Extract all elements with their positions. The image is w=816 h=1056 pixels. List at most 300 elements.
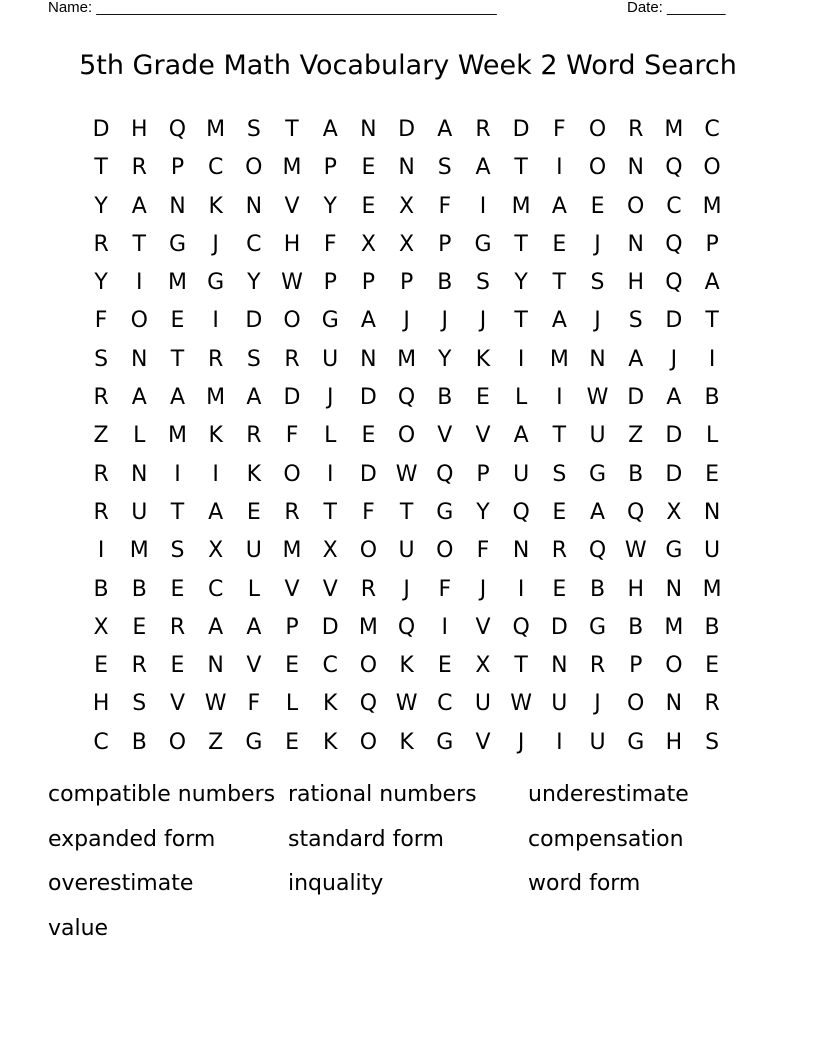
grid-letter: A: [246, 385, 262, 411]
grid-letter: E: [94, 653, 109, 679]
grid-letter: D: [665, 461, 683, 487]
grid-letter: U: [131, 499, 148, 525]
grid-letter: I: [556, 729, 563, 755]
name-field-label: Name: ________________________________________________: [48, 0, 497, 16]
grid-letter: N: [131, 461, 148, 487]
grid-letter: E: [361, 423, 376, 449]
grid-letter: F: [285, 423, 299, 449]
grid-letter: A: [551, 308, 567, 334]
grid-letter: R: [284, 346, 300, 372]
grid-letter: E: [285, 729, 299, 755]
grid-letter: M: [664, 117, 684, 142]
grid-letter: O: [588, 117, 607, 142]
grid-letter: O: [168, 729, 187, 755]
grid-letter: O: [283, 308, 301, 334]
grid-letter: A: [513, 423, 529, 449]
grid-letter: C: [704, 117, 720, 142]
grid-letter: R: [284, 499, 300, 525]
grid-letter: M: [167, 270, 187, 296]
grid-letter: F: [553, 117, 566, 142]
grid-letter: S: [246, 117, 261, 142]
grid-letter: B: [93, 576, 109, 602]
grid-letter: V: [475, 423, 491, 449]
grid-letter: D: [627, 385, 645, 411]
grid-letter: U: [589, 423, 606, 449]
grid-letter: V: [475, 614, 491, 640]
grid-letter: C: [93, 729, 109, 755]
grid-letter: Q: [627, 499, 645, 525]
grid-letter: G: [436, 499, 454, 525]
grid-letter: G: [321, 308, 339, 334]
grid-letter: O: [627, 193, 645, 219]
grid-letter: B: [704, 614, 720, 640]
grid-letter: E: [590, 193, 605, 219]
grid-letter: Z: [93, 423, 109, 449]
grid-letter: I: [517, 576, 525, 602]
grid-letter: A: [246, 614, 262, 640]
grid-letter: X: [360, 231, 376, 257]
grid-letter: J: [479, 576, 487, 602]
grid-letter: R: [589, 653, 606, 679]
grid-letter: M: [167, 423, 187, 449]
word-list-item: word form: [528, 871, 641, 897]
grid-letter: Q: [397, 614, 416, 640]
grid-letter: V: [284, 193, 300, 219]
grid-letter: H: [627, 270, 644, 296]
grid-letter: E: [285, 653, 299, 679]
grid-letter: L: [133, 423, 146, 449]
grid-letter: O: [588, 155, 607, 181]
grid-letter: A: [208, 614, 224, 640]
grid-letter: F: [323, 231, 337, 257]
grid-letter: N: [665, 691, 683, 717]
grid-letter: R: [93, 461, 109, 487]
grid-letter: N: [512, 538, 530, 564]
grid-letter: O: [665, 653, 683, 679]
grid-letter: H: [665, 729, 683, 755]
grid-letter: O: [283, 461, 301, 487]
grid-letter: J: [441, 308, 449, 334]
grid-letter: A: [590, 499, 606, 525]
grid-letter: P: [399, 270, 414, 296]
grid-letter: T: [514, 653, 528, 679]
grid-letter: L: [324, 423, 337, 449]
grid-letter: B: [437, 385, 453, 411]
grid-letter: Q: [512, 614, 530, 640]
grid-letter: Q: [512, 499, 530, 525]
grid-letter: O: [359, 653, 378, 679]
grid-letter: Q: [168, 117, 187, 142]
grid-letter: D: [398, 117, 416, 142]
grid-letter: J: [594, 691, 601, 717]
grid-letter: S: [628, 308, 643, 334]
grid-letter: M: [206, 385, 226, 411]
grid-letter: R: [93, 499, 109, 525]
grid-letter: K: [323, 691, 338, 717]
grid-letter: I: [212, 308, 219, 334]
grid-letter: S: [246, 346, 261, 372]
grid-letter: N: [627, 231, 644, 257]
grid-letter: K: [399, 653, 414, 679]
grid-letter: Y: [514, 270, 528, 296]
grid-letter: E: [170, 653, 185, 679]
grid-letter: V: [169, 691, 185, 717]
word-list-item: inquality: [288, 871, 384, 897]
grid-letter: X: [399, 231, 415, 257]
grid-letter: I: [441, 614, 449, 640]
grid-letter: H: [92, 691, 110, 717]
grid-letter: W: [204, 691, 227, 717]
grid-letter: N: [131, 346, 148, 372]
grid-letter: I: [174, 461, 181, 487]
grid-letter: I: [708, 346, 716, 372]
grid-letter: I: [556, 155, 563, 181]
grid-letter: C: [207, 155, 224, 181]
grid-letter: Q: [665, 155, 683, 181]
grid-letter: J: [670, 346, 678, 372]
grid-letter: U: [513, 461, 530, 487]
grid-letter: A: [628, 346, 644, 372]
grid-letter: B: [628, 614, 644, 640]
grid-letter: U: [704, 538, 721, 564]
grid-letter: F: [247, 691, 261, 717]
grid-letter: E: [132, 614, 147, 640]
grid-letter: X: [475, 653, 491, 679]
grid-letter: B: [131, 729, 147, 755]
grid-letter: T: [514, 231, 528, 257]
grid-letter: L: [515, 385, 528, 411]
grid-letter: G: [207, 270, 225, 296]
grid-letter: C: [322, 653, 338, 679]
page-title: 5th Grade Math Vocabulary Week 2 Word Search: [79, 50, 737, 81]
grid-letter: P: [438, 231, 452, 257]
grid-letter: G: [436, 729, 454, 755]
grid-letter: D: [359, 385, 377, 411]
grid-letter: I: [517, 346, 525, 372]
grid-letter: C: [207, 576, 224, 602]
grid-letter: U: [551, 691, 568, 717]
grid-letter: J: [594, 308, 601, 334]
grid-letter: P: [629, 653, 643, 679]
grid-letter: B: [131, 576, 147, 602]
grid-letter: V: [437, 423, 453, 449]
grid-letter: E: [705, 653, 720, 679]
grid-letter: A: [666, 385, 682, 411]
grid-letter: W: [510, 691, 533, 717]
grid-letter: U: [398, 538, 415, 564]
grid-letter: W: [624, 538, 647, 564]
grid-letter: B: [628, 461, 644, 487]
grid-letter: I: [326, 461, 334, 487]
grid-letter: O: [436, 538, 454, 564]
grid-letter: P: [476, 461, 490, 487]
grid-letter: G: [474, 231, 492, 257]
grid-letter: M: [358, 614, 378, 640]
grid-letter: P: [361, 270, 376, 296]
grid-letter: E: [552, 499, 567, 525]
grid-letter: F: [438, 576, 452, 602]
grid-letter: N: [245, 193, 263, 219]
grid-letter: O: [397, 423, 416, 449]
word-list-item: rational numbers: [288, 782, 477, 807]
grid-letter: T: [552, 270, 567, 296]
grid-letter: M: [282, 538, 302, 564]
grid-letter: N: [665, 576, 683, 602]
grid-letter: N: [398, 155, 415, 181]
grid-letter: F: [438, 193, 452, 219]
grid-letter: E: [476, 385, 490, 411]
grid-letter: M: [511, 193, 531, 219]
grid-letter: P: [323, 155, 337, 181]
grid-letter: J: [326, 385, 334, 411]
grid-letter: J: [212, 231, 219, 257]
grid-letter: Z: [208, 729, 224, 755]
grid-letter: E: [705, 461, 720, 487]
grid-letter: H: [627, 576, 644, 602]
grid-letter: P: [285, 614, 299, 640]
grid-letter: U: [322, 346, 339, 372]
grid-letter: D: [512, 117, 530, 142]
grid-letter: C: [437, 691, 453, 717]
grid-letter: U: [474, 691, 492, 717]
grid-letter: I: [97, 538, 105, 564]
grid-letter: L: [247, 576, 260, 602]
grid-letter: M: [702, 193, 722, 219]
grid-letter: E: [170, 308, 185, 334]
grid-letter: Q: [588, 538, 607, 564]
grid-letter: Q: [397, 385, 416, 411]
grid-letter: N: [360, 117, 377, 142]
grid-letter: S: [552, 461, 567, 487]
grid-letter: E: [552, 576, 567, 602]
grid-letter: S: [590, 270, 605, 296]
grid-letter: A: [551, 193, 567, 219]
word-list-item: compatible numbers: [48, 782, 276, 807]
grid-letter: K: [399, 729, 414, 755]
grid-letter: R: [360, 576, 377, 602]
grid-letter: X: [666, 499, 682, 525]
grid-letter: V: [322, 576, 338, 602]
grid-letter: I: [136, 270, 143, 296]
grid-letter: L: [705, 423, 719, 449]
grid-letter: M: [129, 538, 149, 564]
grid-letter: G: [627, 729, 645, 755]
grid-letter: P: [170, 155, 185, 181]
grid-letter: K: [208, 423, 223, 449]
grid-letter: A: [208, 499, 224, 525]
grid-letter: N: [207, 653, 224, 679]
grid-letter: R: [704, 691, 720, 717]
grid-letter: A: [475, 155, 491, 181]
grid-letter: D: [359, 461, 377, 487]
grid-letter: M: [282, 155, 302, 181]
grid-letter: J: [594, 231, 601, 257]
grid-letter: F: [94, 308, 108, 334]
grid-letter: Q: [665, 231, 683, 257]
grid-letter: J: [403, 308, 410, 334]
grid-letter: V: [475, 729, 491, 755]
grid-letter: K: [208, 193, 223, 219]
grid-letter: B: [704, 385, 720, 411]
grid-letter: S: [170, 538, 185, 564]
grid-letter: E: [361, 193, 376, 219]
grid-letter: Y: [94, 193, 108, 219]
grid-letter: R: [169, 614, 186, 640]
grid-letter: T: [170, 346, 185, 372]
grid-letter: U: [245, 538, 262, 564]
grid-letter: H: [131, 117, 148, 142]
grid-letter: P: [323, 270, 337, 296]
grid-letter: X: [93, 614, 109, 640]
grid-letter: Y: [247, 270, 261, 296]
grid-letter: G: [245, 729, 263, 755]
grid-letter: Q: [436, 461, 454, 487]
word-list-item: underestimate: [528, 782, 689, 807]
grid-letter: A: [437, 117, 453, 142]
grid-letter: H: [283, 231, 301, 257]
grid-letter: W: [281, 270, 303, 296]
grid-letter: N: [169, 193, 186, 219]
grid-letter: A: [131, 193, 147, 219]
grid-letter: D: [665, 308, 683, 334]
grid-letter: S: [94, 346, 109, 372]
grid-letter: T: [399, 499, 414, 525]
grid-letter: T: [705, 308, 719, 334]
word-list-item: expanded form: [48, 826, 216, 852]
grid-letter: O: [245, 155, 263, 181]
grid-letter: V: [284, 576, 300, 602]
header: [0, 0, 816, 20]
grid-letter: O: [703, 155, 721, 181]
grid-letter: V: [246, 653, 262, 679]
grid-letter: O: [130, 308, 148, 334]
grid-letter: T: [514, 308, 528, 334]
grid-letter: B: [589, 576, 606, 602]
grid-letter: X: [399, 193, 415, 219]
grid-letter: J: [479, 308, 487, 334]
grid-letter: K: [323, 729, 338, 755]
date-field-label: Date: _______: [627, 0, 726, 16]
grid-letter: R: [131, 155, 147, 181]
word-list-item: value: [48, 916, 109, 942]
grid-letter: F: [476, 538, 490, 564]
grid-letter: Y: [438, 346, 452, 372]
grid-letter: B: [437, 270, 453, 296]
word-list-item: overestimate: [48, 871, 194, 897]
grid-letter: E: [361, 155, 376, 181]
grid-letter: T: [132, 231, 146, 257]
grid-letter: A: [704, 270, 720, 296]
grid-letter: U: [589, 729, 606, 755]
grid-letter: X: [208, 538, 224, 564]
grid-letter: T: [323, 499, 337, 525]
word-list-item: standard form: [288, 826, 444, 852]
grid-letter: E: [246, 499, 261, 525]
grid-letter: I: [212, 461, 219, 487]
grid-letter: G: [589, 461, 607, 487]
grid-letter: R: [93, 385, 109, 411]
grid-letter: S: [705, 729, 720, 755]
grid-letter: I: [556, 385, 563, 411]
grid-letter: O: [627, 691, 645, 717]
grid-letter: W: [586, 385, 609, 411]
grid-letter: J: [517, 729, 525, 755]
grid-letter: D: [283, 385, 301, 411]
grid-letter: N: [589, 346, 606, 372]
grid-letter: D: [321, 614, 339, 640]
grid-letter: G: [665, 538, 683, 564]
grid-letter: K: [246, 461, 262, 487]
grid-letter: P: [705, 231, 719, 257]
grid-letter: D: [245, 308, 263, 334]
grid-letter: A: [131, 385, 147, 411]
grid-letter: Y: [476, 499, 490, 525]
grid-letter: Q: [665, 270, 683, 296]
grid-letter: E: [437, 653, 452, 679]
grid-letter: W: [395, 461, 418, 487]
grid-letter: Y: [323, 193, 337, 219]
word-search-grid: [82, 111, 731, 762]
grid-letter: J: [403, 576, 410, 602]
grid-letter: T: [514, 155, 528, 181]
grid-letter: O: [359, 729, 378, 755]
grid-letter: T: [94, 155, 108, 181]
grid-letter: S: [132, 691, 147, 717]
grid-letter: T: [552, 423, 567, 449]
grid-letter: E: [170, 576, 185, 602]
word-list: [48, 776, 768, 955]
grid-letter: D: [92, 117, 110, 142]
grid-letter: K: [475, 346, 491, 372]
grid-letter: S: [437, 155, 452, 181]
word-list-item: compensation: [528, 826, 684, 852]
grid-letter: L: [285, 691, 299, 717]
grid-letter: T: [285, 117, 299, 142]
grid-letter: R: [208, 346, 224, 372]
grid-letter: D: [665, 423, 683, 449]
grid-letter: D: [550, 614, 568, 640]
grid-letter: C: [666, 193, 682, 219]
grid-letter: A: [169, 385, 185, 411]
grid-letter: R: [475, 117, 491, 142]
grid-letter: G: [589, 614, 607, 640]
grid-letter: W: [395, 691, 418, 717]
grid-letter: N: [360, 346, 377, 372]
grid-letter: A: [360, 308, 376, 334]
grid-letter: E: [552, 231, 567, 257]
grid-letter: T: [170, 499, 185, 525]
grid-letter: R: [131, 653, 147, 679]
grid-letter: Q: [359, 691, 378, 717]
grid-letter: Z: [628, 423, 644, 449]
grid-letter: R: [551, 538, 567, 564]
grid-letter: M: [702, 576, 722, 602]
grid-letter: G: [168, 231, 186, 257]
grid-letter: O: [359, 538, 378, 564]
grid-letter: R: [246, 423, 262, 449]
grid-letter: Y: [94, 270, 108, 296]
grid-letter: X: [322, 538, 338, 564]
grid-letter: C: [246, 231, 262, 257]
grid-letter: M: [206, 117, 226, 142]
grid-letter: F: [362, 499, 375, 525]
grid-letter: M: [664, 614, 684, 640]
grid-letter: M: [397, 346, 417, 372]
grid-letter: N: [627, 155, 644, 181]
grid-letter: N: [703, 499, 721, 525]
grid-letter: R: [628, 117, 644, 142]
grid-letter: R: [93, 231, 109, 257]
